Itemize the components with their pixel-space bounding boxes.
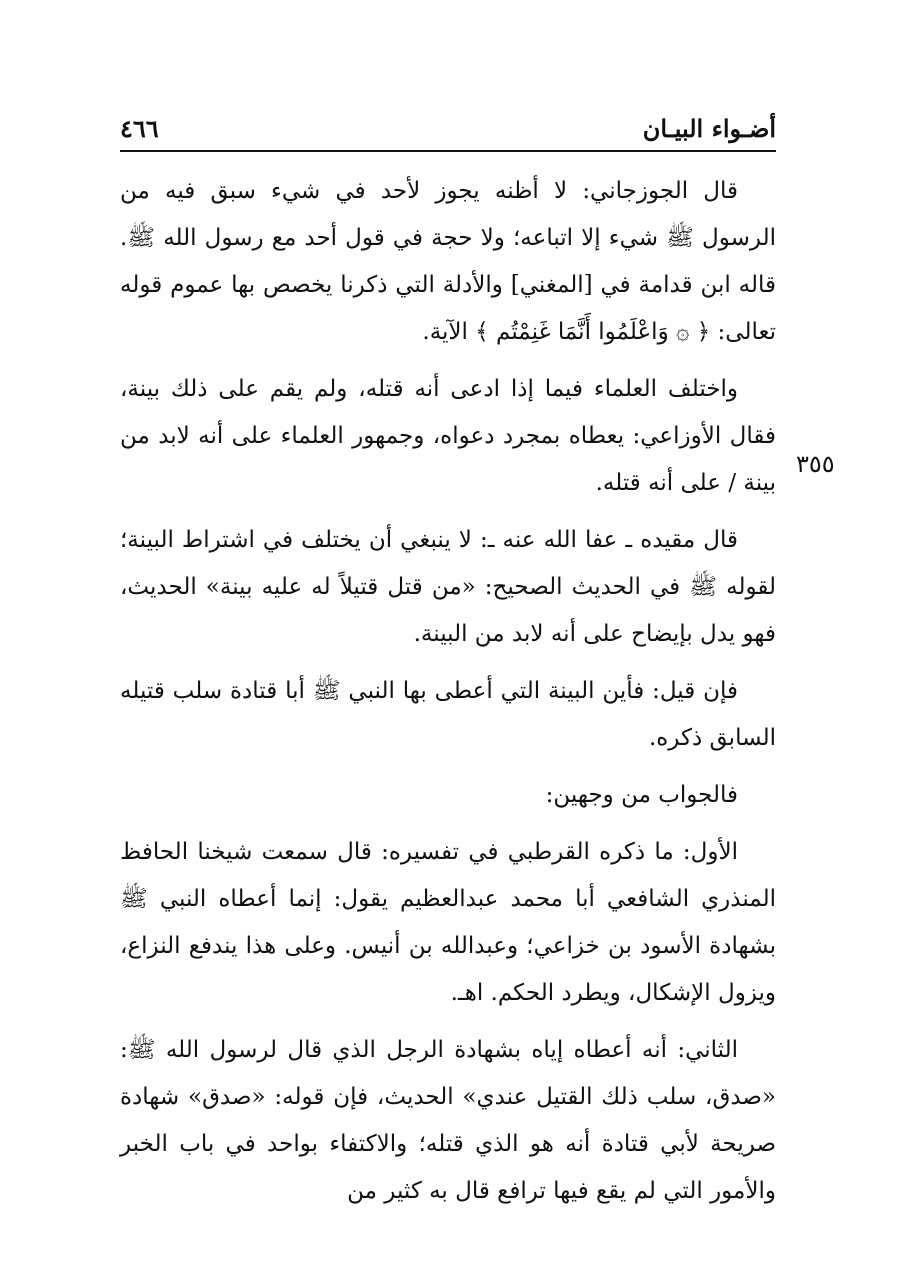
running-title: أضـواء البيـان xyxy=(642,114,776,143)
body-text xyxy=(120,168,776,1225)
paragraph: فإن قيل: فأين البينة التي أعطى بها النبي ﷺ أبا قتادة سلب قتيله السابق ذكره. xyxy=(120,678,776,751)
paragraph: فالجواب من وجهين: xyxy=(545,782,738,808)
page-number: ٤٦٦ xyxy=(120,114,159,143)
paragraph: واختلف العلماء فيما إذا ادعى أنه قتله، ولم يقم على ذلك بينة، فقال الأوزاعي: يعطاه بمجرد دعواه، وجمهور العلماء على أنه لابد من بينة / على أنه قتله. xyxy=(120,376,776,496)
paragraph: قال الجوزجاني: لا أظنه يجوز لأحد في شيء سبق فيه من الرسول ﷺ شيء إلا اتباعه؛ ولا حجة في قول أحد مع رسول الله ﷺ. قاله ابن قدامة في [المغني] والأدلة التي ذكرنا يخصص بها عموم قوله تعالى: ﴿ ۞ وَاعْلَمُوا أَنَّمَا غَنِمْتُم ﴾ الآية. xyxy=(120,178,776,345)
header-rule xyxy=(120,150,776,152)
paragraph: الثاني: أنه أعطاه إياه بشهادة الرجل الذي قال لرسول الله ﷺ: «صدق، سلب ذلك القتيل عندي» الحديث، فإن قوله: «صدق» شهادة صريحة لأبي قتادة أنه هو الذي قتله؛ والاكتفاء بواحد في باب الخبر والأمور التي لم يقع فيها ترافع قال به كثير من xyxy=(120,1037,776,1204)
paragraph: قال مقيده ـ عفا الله عنه ـ: لا ينبغي أن يختلف في اشتراط البينة؛ لقوله ﷺ في الحديث الصحيح: «من قتل قتيلاً له عليه بينة» الحديث، فهو يدل بإيضاح على أنه لابد من البينة. xyxy=(120,527,776,647)
page-header xyxy=(120,112,776,146)
paragraph: الأول: ما ذكره القرطبي في تفسيره: قال سمعت شيخنا الحافظ المنذري الشافعي أبا محمد عبدالعظيم يقول: إنما أعطاه النبي ﷺ بشهادة الأسود بن خزاعي؛ وعبدالله بن أنيس. وعلى هذا يندفع النزاع، ويزول الإشكال، ويطرد الحكم. اهـ. xyxy=(120,839,776,1006)
margin-page-reference: ٣٥٥ xyxy=(796,450,835,478)
